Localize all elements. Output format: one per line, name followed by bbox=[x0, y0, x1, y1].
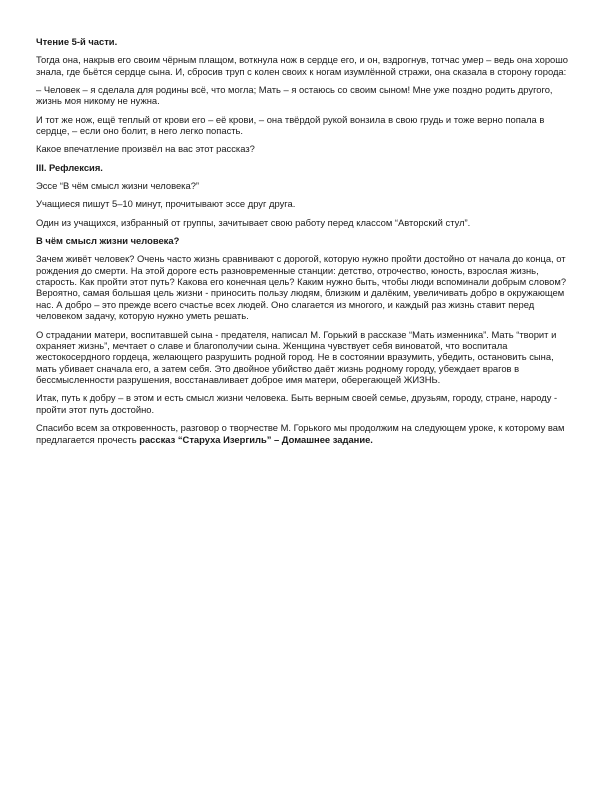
section-heading-reading: Чтение 5-й части. bbox=[36, 36, 118, 47]
paragraph: Итак, путь к добру – в этом и есть смысл жизни человека. Быть верным своей семье, друзьям, городу, стране, народу - пройти этот путь достойно. bbox=[36, 392, 558, 415]
paragraph: Учащиеся пишут 5–10 минут, прочитывают эссе друг друга. bbox=[36, 198, 296, 210]
homework-paragraph bbox=[36, 422, 572, 445]
homework-intro-text: Спасибо всем за откровенность, разговор о творчестве М. Горького мы продолжим на следующем уроке, к которому вам предлагается прочесть bbox=[36, 422, 565, 445]
paragraph: Зачем живёт человек? Очень часто жизнь сравнивают с дорогой, которую нужно пройти достойно от начала до конца, от рождения до смерти. На этой дороге есть разновременные станции: детство, отрочество, юность, взрослая жизнь, старость. Как пройти этот путь? Какова его конечная цель? Каким нужно быть, чтобы люди вспоминали добрым словом? Вероятно, самая большая цель жизни - приносить пользу людям, близким и далёким, увеличивать добро в окружающем нас. А добро – это прежде всего счастье всех людей. Оно слагается из многого, и каждый раз жизнь ставит перед человеком задачу, которую нужно уметь решать. bbox=[36, 253, 567, 322]
paragraph: Тогда она, накрыв его своим чёрным плащом, воткнула нож в сердце его, и он, вздрогнув, тотчас умер – ведь она хорошо знала, где бьётся сердце сына. И, сбросив труп с колен своих к ногам изумлённой стражи, она сказала в сторону города: bbox=[36, 54, 568, 77]
document-page bbox=[36, 36, 572, 452]
section-heading-reflection: III. Рефлексия. bbox=[36, 161, 103, 173]
essay-heading: В чём смысл жизни человека? bbox=[36, 234, 180, 246]
paragraph: Один из учащихся, избранный от группы, зачитывает свою работу перед классом “Авторский стул”. bbox=[36, 216, 471, 228]
essay-title: Эссе “В чём смысл жизни человека?” bbox=[36, 180, 200, 191]
paragraph: – Человек – я сделала для родины всё, что могла; Мать – я остаюсь со своим сыном! Мне уже поздно родить другого, жизнь моя никому не нужна. bbox=[36, 84, 553, 107]
homework-assignment: рассказ “Старуха Изергиль” – Домашнее задание. bbox=[139, 433, 373, 445]
paragraph: О страдании матери, воспитавшей сына - предателя, написал М. Горький в рассказе “Мать изменника”. Мать “творит и охраняет жизнь”, мечтает о славе и благополучии сына. Женщина чувствует себя виноватой, что воспитала жестокосердного гордеца, желающего разрушить родной город. Не в состоянии вразумить, убедить, остановить сына, мать убивает сначала его, а затем себя. Это двойное убийство даёт жизнь родному городу, убеждает врагов в бессмысленности разрушения, восстанавливает доброе имя матери, оберегающей ЖИЗНЬ. bbox=[36, 328, 557, 386]
paragraph: И тот же нож, ещё теплый от крови его – её крови, – она твёрдой рукой вонзила в свою грудь и тоже верно попала в сердце, – если оно болит, в него легко попасть. bbox=[36, 113, 545, 137]
question-paragraph: Какое впечатление произвёл на вас этот рассказ? bbox=[36, 143, 255, 155]
